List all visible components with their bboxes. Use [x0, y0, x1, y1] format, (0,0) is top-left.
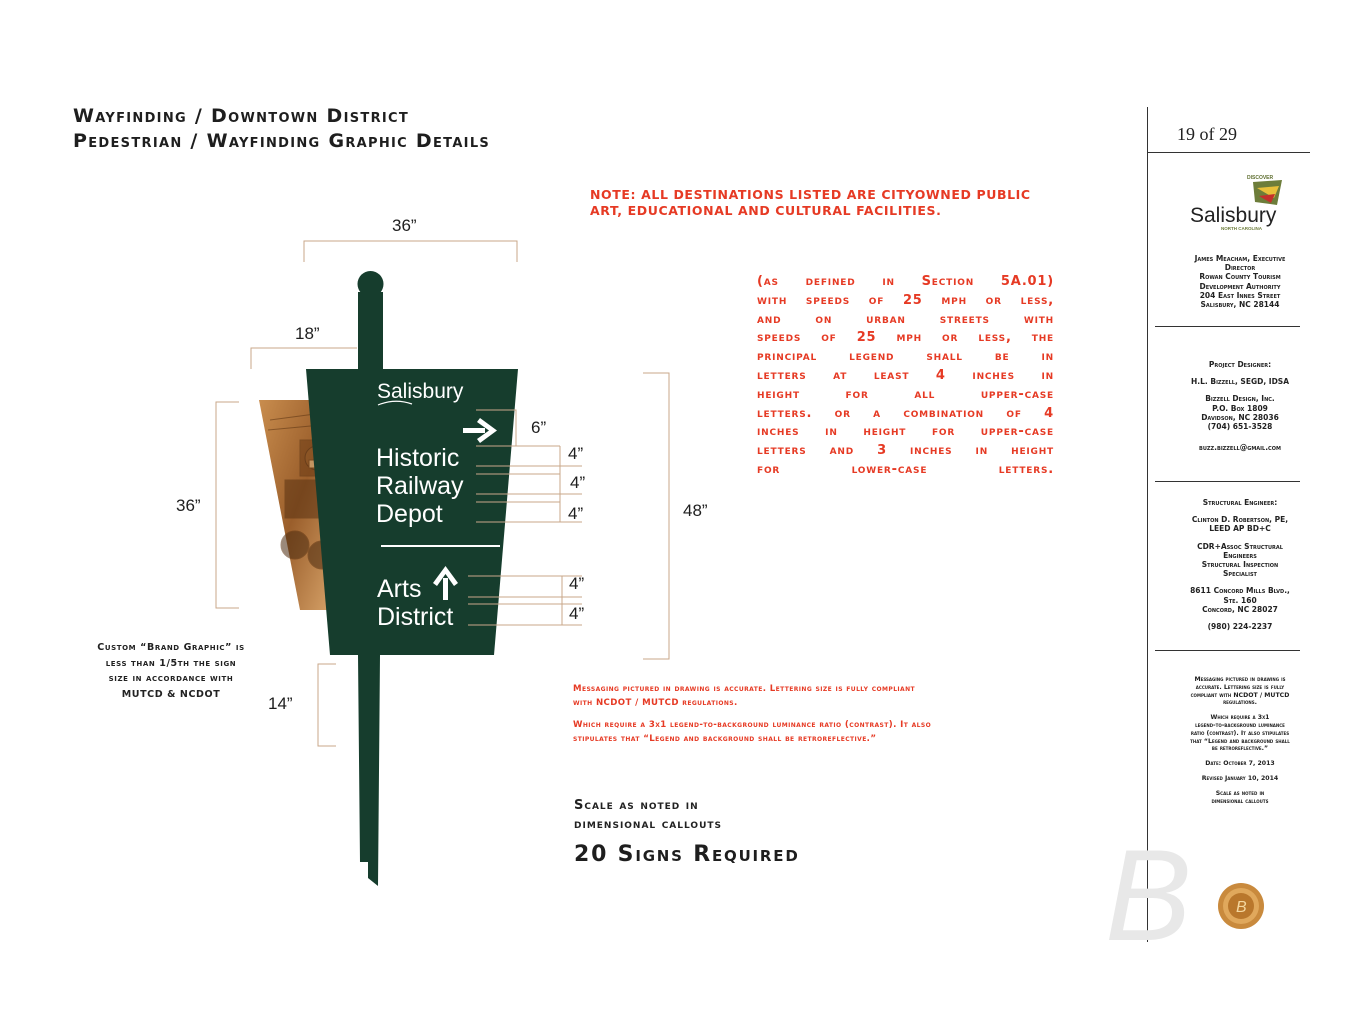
- regulation-line: letters. or a combination of 4: [757, 405, 1054, 421]
- dim-post-base: 14”: [268, 694, 293, 713]
- dest2-line2: District: [377, 603, 454, 631]
- logo-city: Salisbury: [1190, 204, 1277, 227]
- post-collar: [359, 293, 382, 298]
- client-line: 204 East Innes Street: [1199, 290, 1281, 300]
- designer-email: buzz.bizzell@gmail.com: [1199, 443, 1281, 453]
- sidebar-rule-2: [1155, 326, 1300, 327]
- client-line: Rowan County Tourism: [1199, 272, 1281, 282]
- regulation-line: speeds of 25 mph or less, the: [757, 330, 1054, 346]
- dest1-line1: Historic: [376, 444, 460, 472]
- regulation-line: inches in height for upper-case: [757, 424, 1054, 440]
- messaging-note-line2: with NCDOT / MUTCD regulations.: [573, 698, 738, 708]
- sidebar-scale-line: dimensional callouts: [1211, 797, 1269, 805]
- footer-note-block: [1155, 676, 1325, 805]
- dest2-line1: Arts: [377, 575, 422, 603]
- footer-note2-line: be retroreflective.”: [1211, 745, 1269, 753]
- destinations-note-line2: ART, EDUCATIONAL AND CULTURAL FACILITIES.: [590, 203, 942, 218]
- logo-tagline: DISCOVER: [1247, 175, 1274, 181]
- engineer-address-line: 8611 Concord Mills Blvd.,: [1190, 586, 1290, 596]
- brand-graphic-note-line2: less than 1/5th the sign: [105, 657, 237, 669]
- dim-letter-4: 4”: [569, 574, 585, 593]
- sign-brand-logo: Salisbury: [377, 380, 464, 403]
- footer-note2-line: legend-to-background luminance: [1195, 721, 1285, 729]
- footer-note-line: compliant with NCDOT / MUTCD: [1190, 691, 1290, 699]
- dim-letter-2: 4”: [570, 473, 586, 492]
- dim-logo-height: 6”: [531, 418, 547, 437]
- engineer-company-line: Engineers: [1223, 550, 1257, 560]
- designer-heading: Project Designer:: [1208, 360, 1272, 369]
- client-line: Director: [1224, 263, 1256, 273]
- regulation-line: letters and 3 inches in height: [757, 443, 1054, 459]
- messaging-note-line1: Messaging pictured in drawing is accurate. Lettering size is fully compliant: [573, 684, 916, 694]
- brand-graphic-note-line3: size in accordance with: [108, 673, 234, 684]
- regulation-line: height for all upper-case: [757, 386, 1054, 402]
- designer-company-line: (704) 651-3528: [1207, 422, 1273, 432]
- sidebar-rule-3: [1155, 481, 1300, 482]
- sidebar-rule-1: [1148, 152, 1310, 153]
- designer-company-line: Davidson, NC 28036: [1201, 412, 1279, 422]
- footer-note2-line: that “Legend and background shall: [1190, 737, 1290, 745]
- client-block: [1155, 254, 1325, 309]
- sidebar-rule-4: [1155, 650, 1300, 651]
- footer-note2-line: Which require a 3x1: [1210, 714, 1270, 722]
- engineer-name-line: LEED AP BD+C: [1209, 524, 1271, 534]
- messaging-note-line4: stipulates that “Legend and background shall be retroreflective.”: [573, 734, 877, 744]
- engineer-name-line: Clinton D. Robertson, PE,: [1191, 515, 1289, 525]
- designer-block: [1155, 360, 1325, 452]
- engineer-address-line: Concord, NC 28027: [1202, 604, 1278, 614]
- messaging-note-line3: Which require a 3x1 legend-to-background luminance ratio (contrast). It also: [573, 720, 932, 730]
- salisbury-logo: [1185, 170, 1295, 240]
- svg-text:B: B: [1236, 899, 1247, 916]
- client-line: Salisbury, NC 28144: [1200, 300, 1280, 310]
- dim-right-height: 48”: [683, 501, 708, 520]
- signs-required: 20 Signs Required: [574, 842, 800, 867]
- designer-company-line: P.O. Box 1809: [1212, 403, 1268, 413]
- regulation-line: letters at least 4 inches in: [757, 367, 1054, 383]
- drawing-title-line1: Wayfinding / Downtown District: [73, 105, 410, 127]
- client-line: James Meacham, Executive: [1194, 254, 1286, 263]
- footer-note-line: Messaging pictured in drawing is: [1194, 676, 1286, 683]
- page-number: 19 of 29: [1177, 124, 1237, 144]
- sidebar-scale-line: Scale as noted in: [1215, 789, 1265, 797]
- scale-note-line1: Scale as noted in: [574, 798, 699, 813]
- dest1-line2: Railway: [376, 472, 464, 500]
- brand-graphic-note-line1: Custom “Brand Graphic” is: [97, 642, 245, 653]
- engineer-address-line: Ste. 160: [1223, 595, 1257, 605]
- client-line: Development Authority: [1199, 281, 1281, 291]
- dim-letter-5: 4”: [569, 604, 585, 623]
- regulation-line: for lower-case letters.: [757, 461, 1054, 477]
- engineer-phone: (980) 224-2237: [1207, 622, 1273, 632]
- b-monogram-watermark: B: [1105, 830, 1192, 950]
- designer-name: H.L. Bizzell, SEGD, IDSA: [1190, 377, 1290, 387]
- engineer-company-line: Specialist: [1223, 569, 1257, 579]
- engineer-heading: Structural Engineer:: [1202, 498, 1278, 507]
- engineer-company-line: Structural Inspection: [1201, 560, 1279, 570]
- regulation-line: principal legend shall be in: [757, 349, 1054, 365]
- destinations-note-line1: NOTE: ALL DESTINATIONS LISTED ARE CITYOWNED PUBLIC: [590, 187, 1031, 202]
- seal-icon: [1218, 883, 1264, 929]
- regulation-line: (as defined in Section 5A.01): [757, 274, 1054, 289]
- regulation-line: with speeds of 25 mph or less,: [757, 292, 1054, 308]
- salisbury-logo-icon: [1185, 170, 1295, 240]
- b-monogram-seal-icon: [1095, 830, 1325, 950]
- dim-left-offset: 18”: [295, 324, 320, 343]
- logo-state: NORTH CAROLINA: [1221, 226, 1262, 231]
- footer-note2-line: ratio (contrast). It also stipulates: [1190, 729, 1290, 737]
- engineer-company-line: CDR+Assoc Structural: [1197, 541, 1283, 551]
- footer-note-line: regulations.: [1223, 699, 1257, 707]
- drawing-title-line2: Pedestrian / Wayfinding Graphic Details: [73, 130, 491, 152]
- scale-note-line2: dimensional callouts: [574, 816, 722, 832]
- sign-divider: [381, 545, 500, 547]
- dim-left-height: 36”: [176, 496, 201, 515]
- engineer-block: [1155, 498, 1325, 631]
- brand-graphic-note-line4: MUTCD & NCDOT: [121, 688, 221, 700]
- regulation-line: and on urban streets with: [757, 311, 1054, 327]
- dim-top-width: 36”: [392, 216, 417, 235]
- footer-note-line: accurate. Lettering size is fully: [1195, 683, 1285, 691]
- dim-letter-3: 4”: [568, 504, 584, 523]
- dim-letter-1: 4”: [568, 444, 584, 463]
- drawing-date: Date: October 7, 2013: [1205, 760, 1275, 768]
- sidebar-divider: [1147, 107, 1148, 942]
- dest1-line3: Depot: [376, 500, 443, 528]
- drawing-revised-date: Revised January 10, 2014: [1201, 774, 1279, 782]
- designer-company-line: Bizzell Design, Inc.: [1205, 394, 1275, 404]
